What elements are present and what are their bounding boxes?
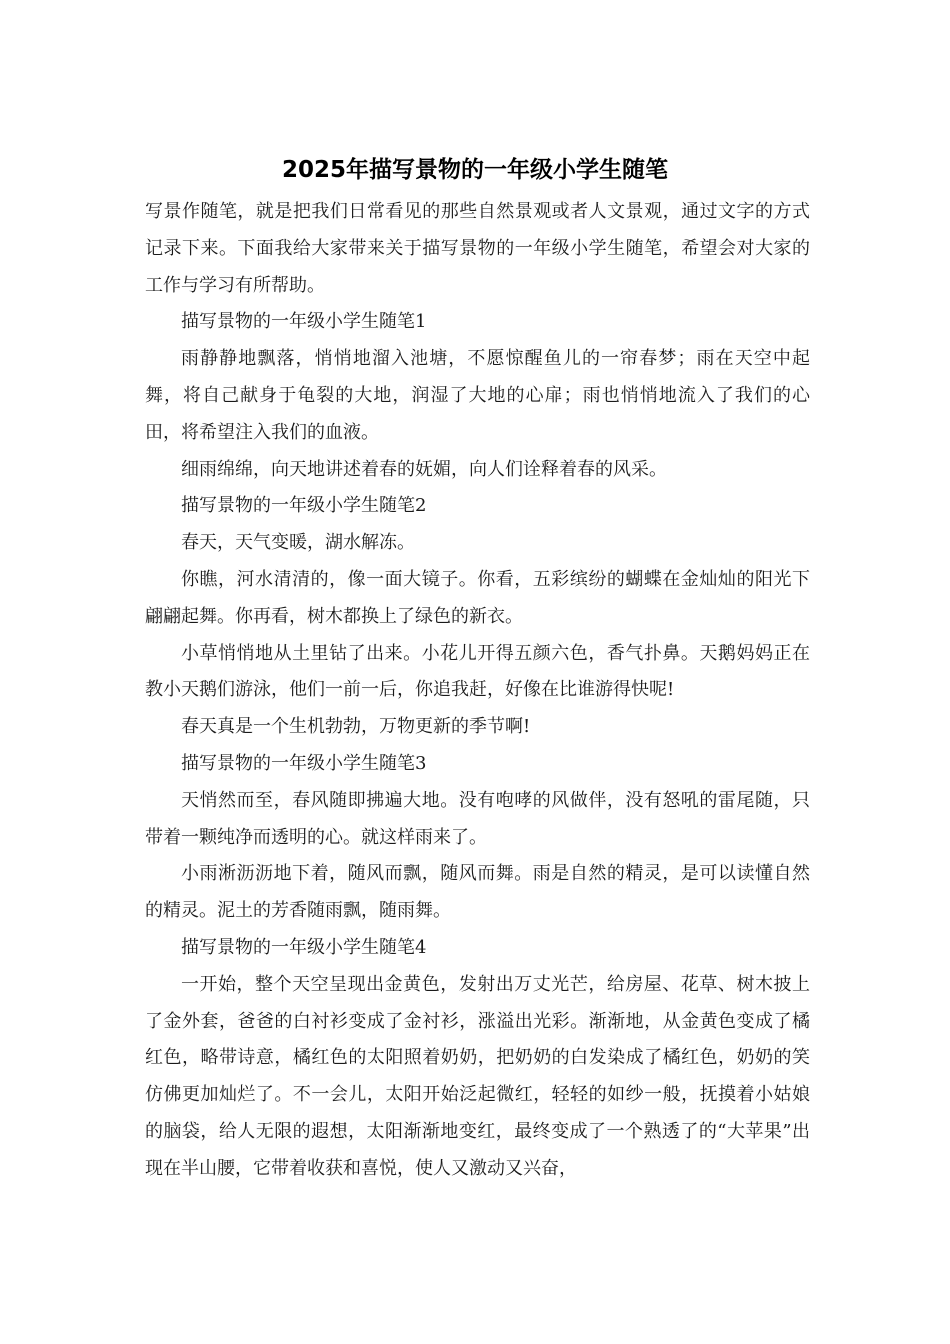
body-paragraph: 雨静静地飘落，悄悄地溜入池塘，不愿惊醒鱼儿的一帘春梦；雨在天空中起舞，将自己献身于龟裂的大地，润湿了大地的心扉；雨也悄悄地流入了我们的心田，将希望注入我们的血液。 bbox=[145, 348, 810, 443]
body-paragraph: 天悄然而至，春风随即拂遍大地。没有咆哮的风做伴，没有怒吼的雷尾随，只带着一颗纯净而透明的心。就这样雨来了。 bbox=[145, 789, 810, 848]
section-heading-1: 描写景物的一年级小学生随笔1 bbox=[181, 311, 427, 333]
body-paragraph: 一开始，整个天空呈现出金黄色，发射出万丈光芒，给房屋、花草、树木披上了金外套，爸爸的白衬衫变成了金衬衫，涨溢出光彩。渐渐地，从金黄色变成了橘红色，略带诗意，橘红色的太阳照着奶奶，把奶奶的白发染成了橘红色，奶奶的笑仿佛更加灿烂了。不一会儿，太阳开始泛起微红，轻轻的如纱一般，抚摸着小姑娘的脑袋，给人无限的遐想，太阳渐渐地变红，最终变成了一个熟透了的“大苹果”出现在半山腰，它带着收获和喜悦，使人又激动又兴奋， bbox=[145, 973, 810, 1179]
body-paragraph: 小草悄悄地从土里钻了出来。小花儿开得五颜六色，香气扑鼻。天鹅妈妈正在教小天鹅们游泳，他们一前一后，你追我赶，好像在比谁游得快呢! bbox=[145, 642, 810, 701]
intro-paragraph: 写景作随笔，就是把我们日常看见的那些自然景观或者人文景观，通过文字的方式记录下来。下面我给大家带来关于描写景物的一年级小学生随笔，希望会对大家的工作与学习有所帮助。 bbox=[145, 201, 810, 296]
document-title: 2025年描写景物的一年级小学生随笔 bbox=[281, 157, 668, 183]
section-heading-2: 描写景物的一年级小学生随笔2 bbox=[181, 495, 427, 517]
body-paragraph: 春天真是一个生机勃勃，万物更新的季节啊! bbox=[181, 716, 531, 738]
body-paragraph: 细雨绵绵，向天地讲述着春的妩媚，向人们诠释着春的风采。 bbox=[181, 458, 667, 480]
body-paragraph: 小雨淅沥沥地下着，随风而飘，随风而舞。雨是自然的精灵，是可以读懂自然的精灵。泥土的芳香随雨飘，随雨舞。 bbox=[145, 863, 810, 922]
document-body bbox=[145, 194, 810, 1188]
section-heading-4: 描写景物的一年级小学生随笔4 bbox=[181, 936, 427, 958]
section-heading-3: 描写景物的一年级小学生随笔3 bbox=[181, 752, 427, 774]
body-paragraph: 春天，天气变暖，湖水解冻。 bbox=[181, 532, 415, 554]
body-paragraph: 你瞧，河水清清的，像一面大镜子。你看，五彩缤纷的蝴蝶在金灿灿的阳光下翩翩起舞。你再看，树木都换上了绿色的新衣。 bbox=[145, 568, 810, 627]
